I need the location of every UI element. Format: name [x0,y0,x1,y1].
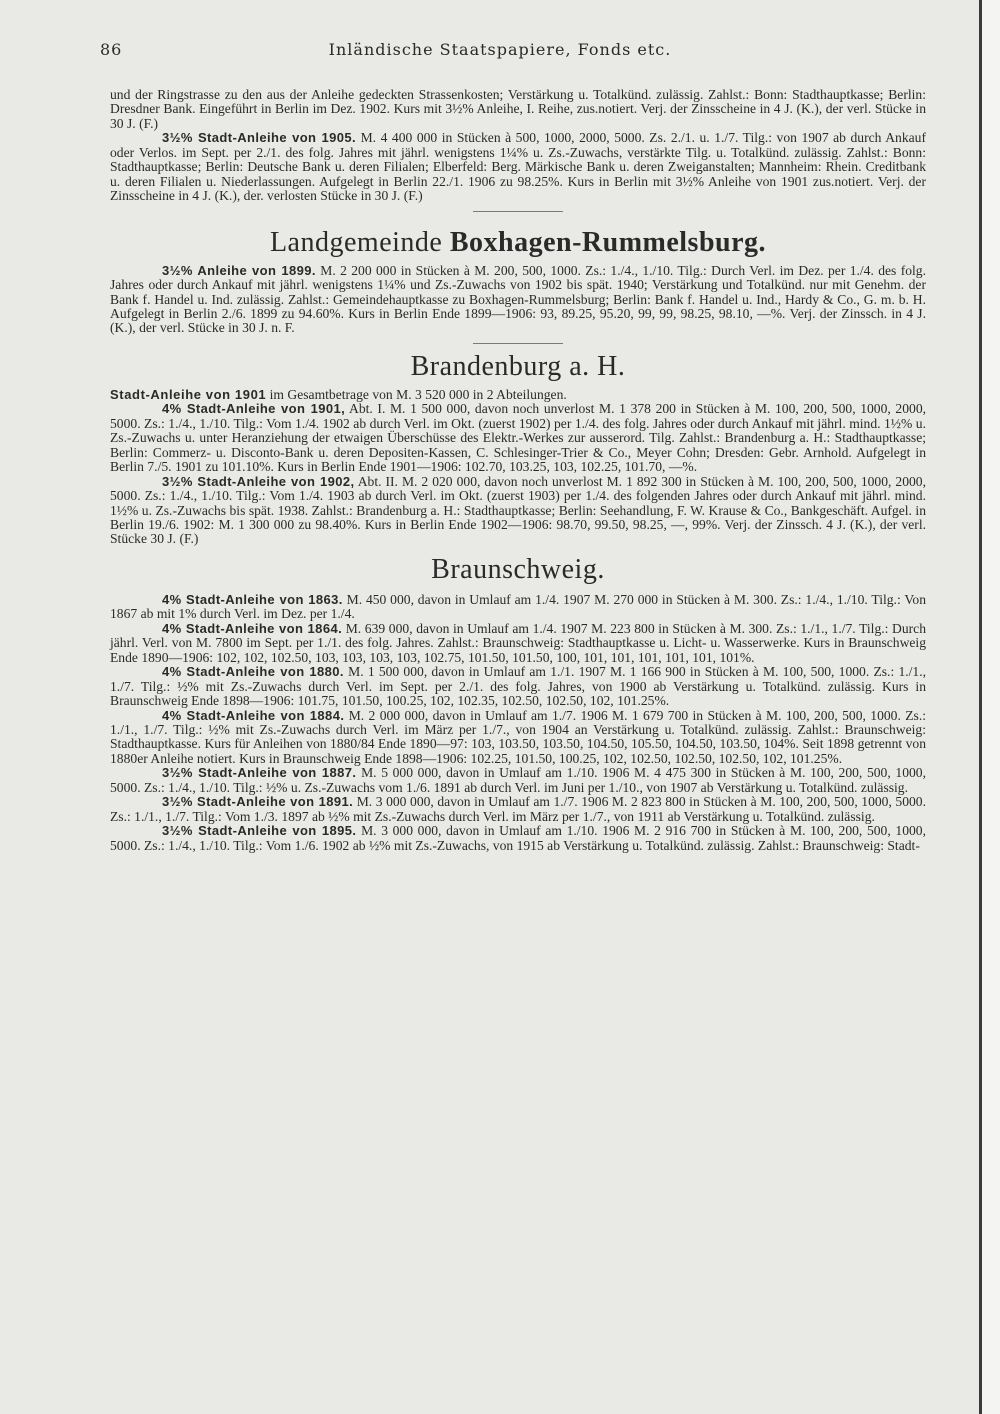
bond-entry-title: 3½% Stadt-Anleihe von 1887. [162,765,357,781]
bond-entry [110,665,926,708]
bond-entry [110,766,926,795]
section-heading-name: Braunschweig. [431,553,605,585]
bond-entry-title: 3½% Stadt-Anleihe von 1902, [162,473,355,489]
section-separator [473,343,563,344]
bond-entry-text: M. 4 400 000 in Stücken à 500, 1000, 2000, 5000. Zs. 2./1. u. 1./7. Tilg.: von 1907 ab durch Ankauf oder Verlos. im Sept. per 2./1. des folg. Jahres mit jährl. wenigstens 1¼% u. Zs.-Zuwachs, verstärkte Tilg. u. Totalkünd. zulässig. Zahlst.: Bonn: Stadthauptkasse; Berlin: Deutsche Bank u. deren Filialen; Elberfeld: Berg. Märkische Bank u. deren Zweiganstalten; Mannheim: Rhein. Creditbank u. deren Filialen u. Niederlassungen. Aufgelegt in Berlin 22./1. 1906 zu 98.25%. Kurs in Berlin mit 3½% Anleihe von 1901 zus.notiert. Verj. der Zinsscheine in 4 J. (K.), der. verlosten Stücke in 30 J. (F.) [110,130,926,204]
bond-entry [110,475,926,547]
bond-entry-title: 3½% Stadt-Anleihe von 1891. [162,794,354,810]
bond-entry-title: 3½% Anleihe von 1899. [162,262,316,278]
bond-entry-title: 4% Stadt-Anleihe von 1901, [162,401,346,417]
section-heading [110,352,926,382]
bond-entry [110,388,926,402]
page-edge-rule [979,0,982,1414]
bond-entry [110,131,926,203]
bond-entry [110,795,926,824]
section-heading [110,228,926,258]
bond-entry-title: 3½% Stadt-Anleihe von 1895. [162,823,357,839]
bond-entry [110,622,926,665]
bond-entry-title: 4% Stadt-Anleihe von 1863. [162,591,343,607]
bond-entry-text: M. 5 000 000, davon in Umlauf am 1./10. 1906 M. 4 475 300 in Stücken à M. 100, 200, 500, 1000, 5000. Zs.: 1./4., 1./10. Tilg.: ½% u. Zs.-Zuwachs vom 1./6. 1891 ab durch Verl. im Juni per 1./10., von 1907 ab Verstärkung u. Totalkünd. zulässig. [110,765,926,795]
bond-entry-text: im Gesamtbetrage von M. 3 520 000 in 2 Abteilungen. [266,386,567,402]
bond-entry-title: 3½% Stadt-Anleihe von 1905. [162,130,357,146]
page-right-margin [982,0,1000,1414]
bond-entry [110,593,926,622]
section-heading-name: Boxhagen-Rummelsburg. [449,226,767,258]
section-separator [473,211,563,212]
bond-entry-title: 4% Stadt-Anleihe von 1884. [162,707,345,723]
bond-entry-text: M. 1 500 000, davon in Umlauf am 1./1. 1907 M. 1 166 900 in Stücken à M. 100, 500, 1000. Zs.: 1./1., 1./7. Tilg.: ½% mit Zs.-Zuwachs durch Verl. im Sept. per 2./1. des folg. Jahres, von 1900 ab Verstärkung u. Totalkünd. zulässig. Kurs in Braunschweig Ende 1898—1906: 101.75, 101.50, 100.25, 102, 102.35, 102.50, 102.50, 102, 101.25%. [110,664,927,709]
bond-entry [110,824,926,853]
bond-entry-text: M. 3 000 000, davon in Umlauf am 1./10. 1906 M. 2 916 700 in Stücken à M. 100, 200, 500, 1000, 5000. Zs.: 1./4., 1./10. Tilg.: Vom 1./6. 1902 ab ½% mit Zs.-Zuwachs, von 1915 ab Verstärkung u. Totalkünd. zulässig. Zahlst.: Braunschweig: Stadt- [110,823,926,853]
bond-entry [110,709,926,767]
bond-entry-title: 4% Stadt-Anleihe von 1864. [162,620,343,636]
running-head: Inländische Staatspapiere, Fonds etc. [328,40,672,59]
page-header [100,40,900,64]
page-body [110,88,926,853]
intro-paragraph: und der Ringstrasse zu den aus der Anleihe gedeckten Strassenkosten; Verstärkung u. Totalkünd. zulässig. Zahlst.: Bonn: Stadthauptkasse; Berlin: Dresdner Bank. Eingeführt in Berlin im Dez. 1902. Kurs mit 3½% Anleihe, I. Reihe, zus.notiert. Verj. der Zinsscheine in 4 J. (K.), der verl. Stücke in 30 J. (F.) [110,87,926,131]
section-heading-name: Brandenburg a. H. [410,350,626,382]
bond-entry-text: Abt. I. M. 1 500 000, davon noch unverlost M. 1 378 200 in Stücken à M. 100, 200, 500, 1000, 2000, 5000. Zs.: 1./4., 1./10. Tilg.: Vom 1./4. 1902 ab durch Verl. im Okt. (zuerst 1902) per 1./4. des folg. Jahres oder durch Ankauf mit jährl. mind. 1½% u. Zs.-Zuwachs u. unter Heranziehung der etwaigen Überschüsse des Elektr.-Werkes zur ausserord. Tilg. Zahlst.: Brandenburg a. H.: Stadthauptkasse; Berlin: Commerz- u. Disconto-Bank u. deren Depositen-Kassen, C. Schlesinger-Trier & Co., Meyer Cohn; Dresden: Gebr. Arnhold. Aufgelegt in Berlin 7./5. 1901 zu 101.10%. Kurs in Berlin Ende 1901—1906: 102.70, 103.25, 103, 102.25, 101.70, —%. [110,401,927,475]
section-heading [110,555,926,585]
bond-entry-text: M. 639 000, davon in Umlauf am 1./4. 1907 M. 223 800 in Stücken à M. 300. Zs.: 1./1., 1./7. Tilg.: Durch jährl. Verl. von M. 7800 im Sept. per 1./1. des folg. Jahres. Zahlst.: Braunschweig: Stadthauptkasse u. Licht- u. Wasserwerke. Kurs in Braunschweig Ende 1890—1906: 102, 102, 102.50, 103, 103, 103, 103, 102.75, 101.50, 101.50, 100, 101, 101, 101, 101, 101, 101%. [110,620,927,665]
section-heading-prefix: Landgemeinde [269,226,450,258]
bond-entry-text: M. 450 000, davon in Umlauf am 1./4. 1907 M. 270 000 in Stücken à M. 300. Zs.: 1./4., 1./10. Tilg.: Von 1867 ab mit 1% durch Verl. im Dez. per 1./4. [110,591,926,622]
bond-entry-title: 4% Stadt-Anleihe von 1880. [162,664,344,680]
bond-entry-text: M. 3 000 000, davon in Umlauf am 1./7. 1906 M. 2 823 800 in Stücken à M. 100, 200, 500, 1000, 5000. Zs.: 1./1., 1./7. Tilg.: Vom 1./3. 1897 ab ½% mit Zs.-Zuwachs durch Verl. im März per 1./7., von 1911 ab Verstärkung u. Totalkünd. zulässig. [110,794,926,824]
bond-entry [110,264,926,336]
bond-entry-text: M. 2 000 000, davon in Umlauf am 1./7. 1906 M. 1 679 700 in Stücken à M. 100, 200, 500, 1000. Zs.: 1./1., 1./7. Tilg.: ½% mit Zs.-Zuwachs durch Verl. im März per 1./7., von 1904 an Verstärkung u. Totalkünd. zulässig. Zahlst.: Braunschweig: Stadthauptkasse. Kurs für Anleihen von 1880/84 Ende 1890—97: 103, 103.50, 103.50, 104.50, 105.50, 104.50, 103.50, 104%. Seit 1898 getrennt von 1880er Anleihe notiert. Kurs in Braunschweig Ende 1898—1906: 102.25, 101.50, 100.25, 102, 102.50, 102.50, 102.50, 102, 101.25%. [110,707,926,766]
page-number: 86 [100,40,123,59]
bond-entry [110,402,926,474]
bond-entry-text: M. 2 200 000 in Stücken à M. 200, 500, 1000. Zs.: 1./4., 1./10. Tilg.: Durch Verl. im Dez. per 1./4. des folg. Jahres oder durch Ankauf mit jährl. wenigstens 1¼% und Zs.-Zuwachs von 1902 bis spät. 1940; Verstärkung und Totalkünd. nur mit Genehm. der Bank f. Handel u. Ind. zulässig. Zahlst.: Gemeindehauptkasse zu Boxhagen-Rummelsburg; Berlin: Bank f. Handel u. Ind., Hardy & Co., G. m. b. H. Aufgelegt in Berlin 2./6. 1899 zu 94.60%. Kurs in Berlin Ende 1899—1906: 93, 89.25, 95.20, 99, 99, 98.25, 98.10, —%. Verj. der Zinssch. in 4 J. (K.), der verl. Stücke in 30 J. n. F. [110,262,927,336]
bond-entry-title: Stadt-Anleihe von 1901 [110,386,267,402]
bond-entry-text: Abt. II. M. 2 020 000, davon noch unverlost M. 1 892 300 in Stücken à M. 100, 200, 500, 1000, 2000, 5000. Zs.: 1./4., 1./10. Tilg.: Vom 1./4. 1903 ab durch Verl. im Okt. (zuerst 1903) per 1./4. des folgenden Jahres oder durch Ankauf mit jährl. mind. 1½% u. Zs.-Zuwachs bis spät. 1938. Zahlst.: Brandenburg a. H.: Stadthauptkasse; Berlin: Seehandlung, F. W. Krause & Co., Bankgeschäft. Aufgel. in Berlin 19./6. 1902: M. 1 300 000 zu 98.40%. Kurs in Berlin Ende 1902—1906: 98.70, 99.50, 98.25, —, 99%. Verj. der Zinssch. 4 J. (K.), der verl. Stücke 30 J. (F.) [110,473,926,547]
